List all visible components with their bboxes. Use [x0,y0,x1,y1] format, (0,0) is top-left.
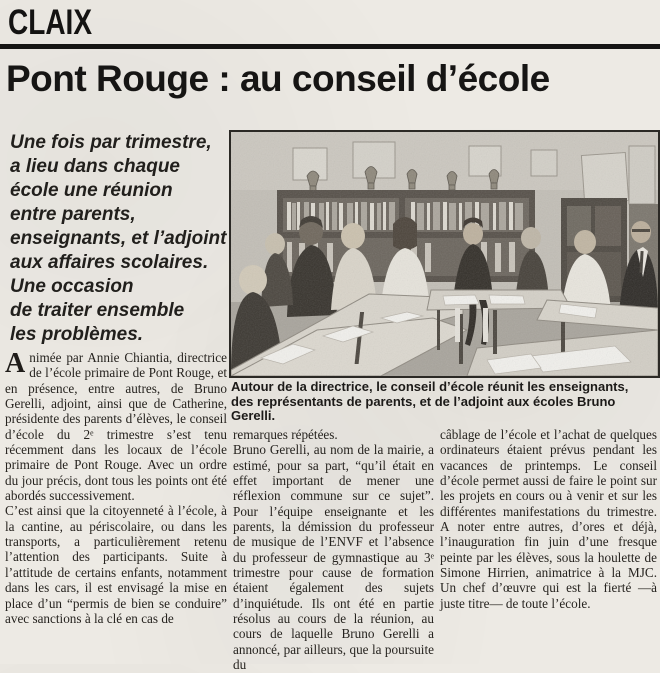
standfirst-line: entre parents, [10,204,136,225]
body-column-2 [233,427,434,673]
body-column-1 [5,350,227,626]
body-paragraph: C’est ainsi que la citoyenneté à l’école, à la cantine, au périscolaire, ou dans les transports, a particulièrement retenu l’attention des participants. Suite à l’attitude de certains enfants, notamment dans les cars, il est envisagé la mise en place d’un “permis de bien se conduire” avec sanctions à la clé en cas de [5,503,227,626]
photo-caption-line: des représentants de parents, et de l’adjoint aux écoles Bruno Gerelli. [231,393,616,423]
standfirst-line: de traiter ensemble [10,300,185,321]
meeting-room-photo-illustration [231,132,658,376]
standfirst-line: école une réunion [10,180,173,201]
body-paragraph: remarques répétées. [233,427,338,442]
standfirst-line: enseignants, et l’adjoint [10,228,227,249]
drop-cap: A [5,348,26,379]
body-paragraph: Bruno Gerelli, au nom de la mairie, a estimé, pour sa part, “qu’il était en effet important de mener une réflexion commune sur ce sujet”. Pour l’équipe enseignante et les parents, la démission du professeur de musique de l’ENVF et l’absence du professeur de gymnastique au 3ᵉ trimestre pour cause de formation étaient également des sujets d’inquiétude. Ils ont été en partie résolus au cours de la réunion, au cours de laquelle Bruno Gerelli a annoncé, par ailleurs, que la poursuite du [233,442,434,673]
photo-caption [231,380,660,424]
body-text: nimée par Annie Chiantia, directrice de l’école primaire de Pont Rouge, et en présence, entre autres, de Bruno Gerelli, adjoint, ainsi que de Catherine, présidente des parents d’élèves, le conseil d’école du 2ᵉ trimestre s’est tenu récemment dans les locaux de l’école primaire de Pont Rouge. Avec un ordre du jour précis, dont tous les points ont été abordés successivement. [5,350,227,504]
article-headline: Pont Rouge : au conseil d’école [6,58,550,99]
body-paragraph [5,350,227,503]
standfirst-line: Une occasion [10,276,134,297]
standfirst-line: les problèmes. [10,324,144,345]
masthead-rule [0,44,660,49]
standfirst [10,131,228,347]
section-masthead: CLAIX [8,3,92,42]
standfirst-line: a lieu dans chaque [10,156,180,177]
body-paragraph: câblage de l’école et l’achat de quelques ordinateurs étaient prévus pendant les vacances de printemps. Le conseil d’école permet aussi de faire le point sur les projets en cours ou à venir et sur les différentes manifestations du trimestre. A noter entre autres, d’ores et déjà, l’inauguration fin juin d’une fresque peinte par les élèves, sous la houlette de Simone Hirrien, animatrice à la MJC. Un chef d’œuvre qui est la fierté —à juste titre— de toute l’école. [440,427,657,611]
article-photo [229,130,660,378]
photo-caption-line: Autour de la directrice, le conseil d’école réunit les enseignants, [231,379,629,394]
standfirst-line: Une fois par trimestre, [10,132,212,153]
body-column-3 [440,427,657,611]
standfirst-line: aux affaires scolaires. [10,252,209,273]
